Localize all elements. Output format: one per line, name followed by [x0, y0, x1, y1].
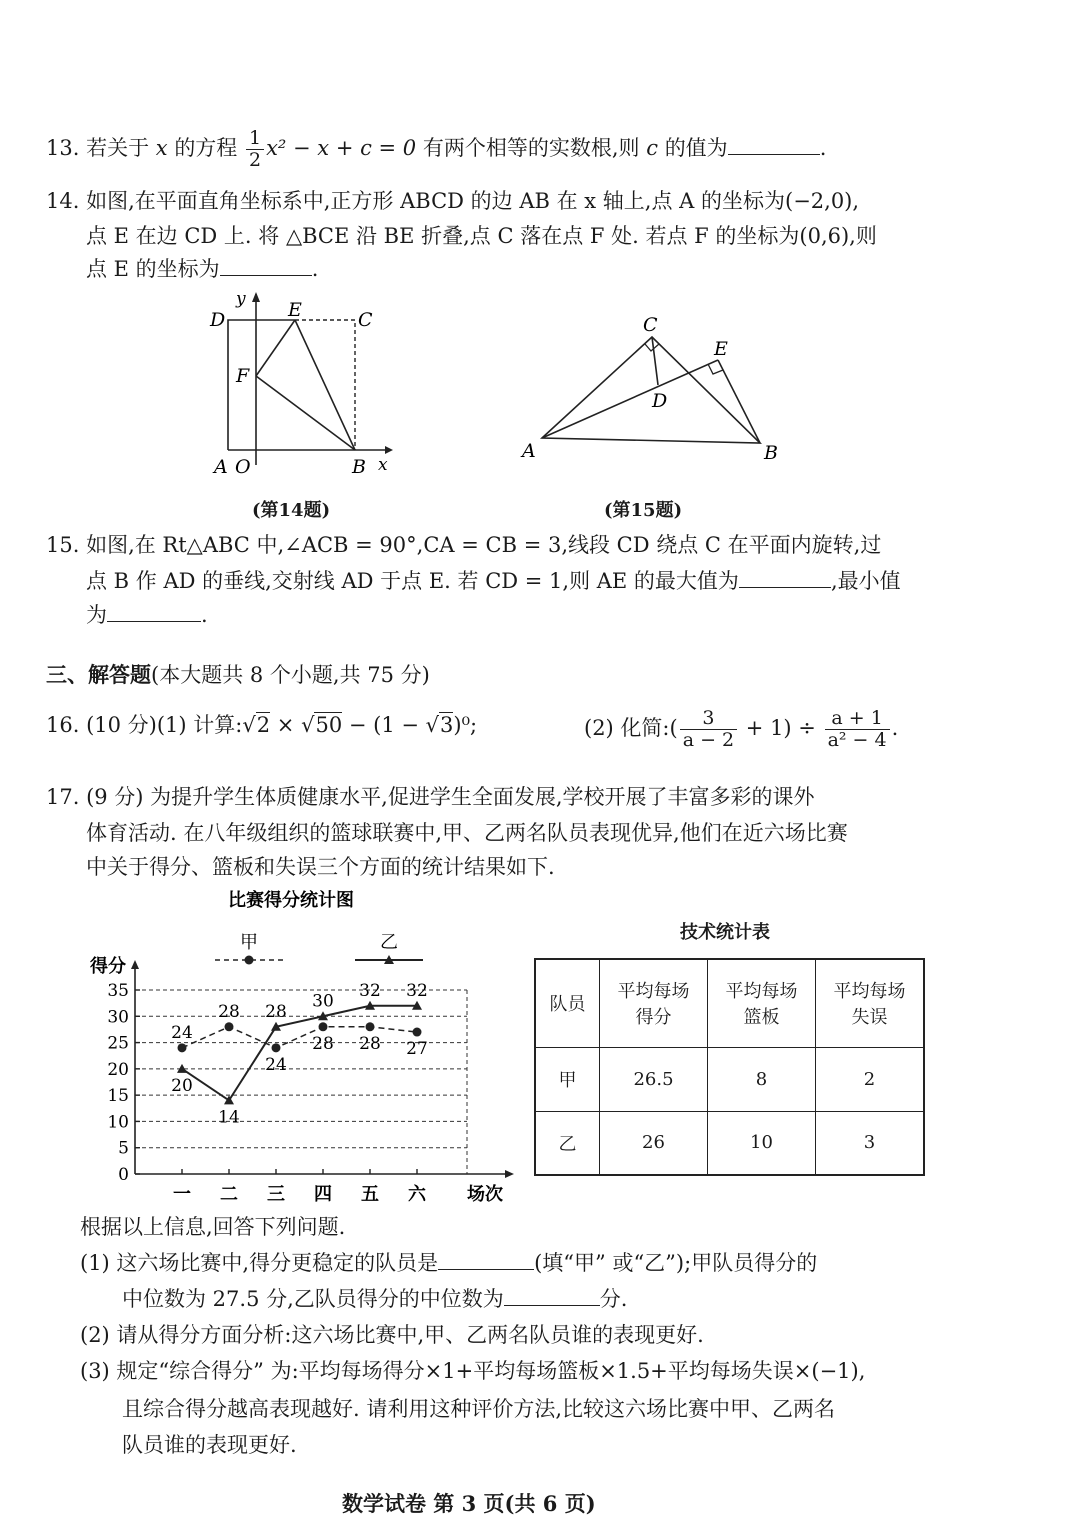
- frac-1-num: 3: [680, 708, 737, 730]
- data-label-jia: 27: [406, 1039, 428, 1060]
- data-label-yi: 32: [406, 980, 428, 1001]
- q16-part-2: [584, 708, 898, 751]
- section-3-title: 三、解答题: [46, 662, 151, 687]
- q17-sub-3-line-1: (3) 规定“综合得分” 为:平均每场得分×1+平均每场篮板×1.5+平均每场失误×(−1),: [80, 1359, 866, 1383]
- x-tick-label: 六: [408, 1184, 426, 1205]
- answer-blank[interactable]: [728, 134, 820, 155]
- data-label-yi: 30: [312, 991, 334, 1012]
- x-axis-label: 场次: [467, 1184, 503, 1205]
- q15-line-1: 15. 如图,在 Rt△ABC 中,∠ACB = 90°,CA = CB = 3,线段 CD 绕点 C 在平面内旋转,过: [46, 533, 882, 557]
- table-cell: 26: [600, 1111, 708, 1175]
- ray-ae: [542, 360, 718, 438]
- legend-yi-label: 乙: [380, 932, 398, 953]
- figure-14-caption: (第14题): [252, 500, 331, 521]
- label-y-axis: y: [236, 289, 246, 309]
- table-cell: 10: [708, 1111, 816, 1175]
- q13-text-b: 的方程: [174, 136, 238, 160]
- tech-stats-table: [534, 958, 925, 1176]
- x-tick-label: 五: [361, 1184, 379, 1205]
- segment-fb: [256, 376, 355, 450]
- table-cell: 2: [816, 1047, 925, 1111]
- q17-sub-3-line-3: 队员谁的表现更好.: [122, 1433, 297, 1457]
- x-tick-label: 二: [220, 1184, 238, 1205]
- y-tick-label: 10: [107, 1112, 129, 1133]
- q17-s1-d: 分.: [599, 1287, 628, 1311]
- q15-line-2-text: 点 B 作 AD 的垂线,交射线 AD 于点 E. 若 CD = 1,则 AE 的最大值为: [86, 569, 739, 593]
- x-tick-label: 四: [314, 1184, 332, 1205]
- section-3-sub: (本大题共 8 个小题,共 75 分): [151, 663, 430, 687]
- data-label-jia: 28: [312, 1033, 334, 1054]
- answer-blank[interactable]: [438, 1249, 534, 1270]
- y-tick-label: 5: [118, 1138, 129, 1159]
- section-3-header: [46, 660, 430, 690]
- q16-fraction-1: [680, 708, 737, 751]
- q17-s1-b: (填“甲” 或“乙”);甲队员得分的: [534, 1251, 818, 1275]
- series-line-jia: [182, 1027, 417, 1048]
- q13-var-c: c: [646, 136, 658, 160]
- legend-jia-marker: [245, 956, 254, 965]
- question-13: [46, 128, 826, 171]
- label-b: B: [764, 442, 778, 464]
- header-rebound-l2: 篮板: [743, 1007, 780, 1029]
- frac-2-den: a² − 4: [827, 729, 887, 751]
- header-score-l1: 平均每场: [617, 981, 690, 1003]
- frac-2-num: a + 1: [825, 708, 890, 730]
- data-label-jia: 28: [218, 1001, 240, 1022]
- header-rebound: [708, 959, 816, 1047]
- table-cell: 3: [816, 1111, 925, 1175]
- table-cell: 8: [708, 1047, 816, 1111]
- q16-part-1-tail: )⁰;: [453, 713, 478, 737]
- q17-sub-1-line-2: [122, 1284, 627, 1314]
- chart-ticks: [90, 955, 503, 1205]
- q14-line-2: 点 E 在边 CD 上. 将 △BCE 沿 BE 折叠,点 C 落在点 F 处. 若点 F 的坐标为(0,6),则: [86, 224, 877, 248]
- data-label-jia: 24: [171, 1022, 193, 1043]
- chart-legend: [215, 932, 423, 965]
- q15-period: .: [201, 603, 208, 627]
- times-sign: ×: [270, 713, 302, 737]
- figure-15: [510, 305, 800, 475]
- score-line-chart: [80, 882, 520, 1212]
- q13-period: .: [819, 136, 827, 160]
- q13-frac-den: 2: [249, 149, 262, 171]
- q14-line-1: 14. 如图,在平面直角坐标系中,正方形 ABCD 的边 AB 在 x 轴上,点 A 的坐标为(−2,0),: [46, 189, 860, 213]
- q16-part-2-label: (2) 化简:(: [584, 716, 678, 740]
- q15-line-3-text: 为: [86, 603, 107, 627]
- y-tick-label: 25: [107, 1033, 129, 1054]
- answer-blank[interactable]: [739, 567, 831, 588]
- label-e: E: [288, 299, 302, 321]
- q17-line-2: 体育活动. 在八年级组织的篮球联赛中,甲、乙两名队员表现优异,他们在近六场比赛: [86, 821, 848, 845]
- y-tick-label: 35: [107, 981, 129, 1001]
- data-point-circle: [225, 1022, 234, 1031]
- q13-fraction: [246, 128, 264, 171]
- q16-part-1: 16. (10 分)(1) 计算:√2 × √50 − (1 − √3)⁰;: [46, 713, 478, 737]
- data-point-circle: [413, 1028, 422, 1037]
- data-label-yi: 32: [359, 980, 381, 1001]
- answer-blank[interactable]: [504, 1285, 600, 1306]
- segment-fe: [256, 320, 295, 376]
- data-label-yi: 14: [218, 1107, 240, 1128]
- y-axis-arrow: [252, 292, 260, 302]
- table-cell: 26.5: [600, 1047, 708, 1111]
- label-o: O: [235, 456, 251, 478]
- data-point-circle: [272, 1043, 281, 1052]
- header-score: [600, 959, 708, 1047]
- x-axis-arrow: [505, 1170, 514, 1178]
- q15-line-2-tail: ,最小值: [830, 569, 901, 593]
- header-turnover: [816, 959, 925, 1047]
- table-cell: 乙: [535, 1111, 600, 1175]
- chart-title: 比赛得分统计图: [228, 890, 354, 911]
- header-turnover-l2: 失误: [851, 1007, 888, 1029]
- segment-eb: [295, 320, 355, 450]
- tech-table-title: 技术统计表: [680, 922, 770, 943]
- header-player-text: 队员: [549, 994, 586, 1016]
- sqrt-3: 3: [440, 713, 454, 737]
- x-tick-label: 三: [267, 1184, 285, 1205]
- label-c: C: [643, 314, 658, 336]
- segment-be: [718, 360, 760, 443]
- label-e: E: [714, 338, 728, 360]
- header-player: [535, 959, 600, 1047]
- right-angle-c: [645, 344, 659, 351]
- q16-period: .: [891, 716, 899, 740]
- q17-sub-1-line-1: [80, 1248, 817, 1278]
- segment-cd: [652, 337, 658, 385]
- answer-blank[interactable]: [220, 255, 312, 276]
- label-b: B: [352, 456, 366, 478]
- figure-14: [200, 280, 410, 480]
- q13-text-c: 有两个相等的实数根,则: [422, 136, 640, 160]
- q13-equation: x² − x + c = 0: [266, 136, 417, 160]
- legend-jia-label: 甲: [240, 932, 258, 953]
- q15-line-3: [86, 600, 208, 630]
- header-rebound-l1: 平均每场: [725, 981, 798, 1003]
- y-tick-label: 15: [107, 1086, 129, 1107]
- y-tick-label: 0: [118, 1165, 129, 1185]
- label-d: D: [652, 390, 668, 412]
- frac-1-den: a − 2: [682, 729, 735, 751]
- q13-text-d: 的值为: [664, 136, 728, 160]
- q13-var-x: x: [155, 136, 168, 160]
- label-a: A: [522, 440, 536, 462]
- sqrt-2: 2: [256, 713, 271, 737]
- label-a: A: [214, 456, 228, 478]
- header-turnover-l1: 平均每场: [833, 981, 906, 1003]
- q13-frac-num: 1: [246, 128, 264, 150]
- data-label-jia: 24: [265, 1054, 287, 1075]
- q15-line-2: [86, 566, 901, 596]
- q17-s1-c: 中位数为 27.5 分,乙队员得分的中位数为: [122, 1287, 504, 1311]
- q17-after-chart: 根据以上信息,回答下列问题.: [80, 1215, 346, 1239]
- figure-15-caption: (第15题): [604, 500, 683, 521]
- x-axis-arrow: [385, 446, 393, 454]
- data-point-circle: [178, 1043, 187, 1052]
- q13-text-a: 若关于: [86, 136, 150, 160]
- y-axis-label: 得分: [90, 956, 126, 977]
- q17-s1-a: (1) 这六场比赛中,得分更稳定的队员是: [80, 1251, 439, 1275]
- q16-minus-part: − (1 −: [342, 713, 426, 737]
- y-tick-label: 20: [107, 1059, 129, 1080]
- q17-sub-3-line-2: 且综合得分越高表现越好. 请利用这种评价方法,比较这六场比赛中甲、乙两名: [122, 1397, 836, 1421]
- header-score-l2: 得分: [635, 1007, 672, 1029]
- q13-number: 13.: [46, 136, 80, 160]
- q17-line-3: 中关于得分、篮板和失误三个方面的统计结果如下.: [86, 855, 555, 879]
- q16-plus-div: + 1) ÷: [739, 716, 823, 740]
- answer-blank[interactable]: [107, 601, 201, 622]
- data-label-yi: 20: [171, 1075, 193, 1096]
- table-row: [535, 1047, 924, 1111]
- label-c: C: [358, 309, 373, 331]
- x-tick-label: 一: [173, 1184, 191, 1205]
- y-axis-arrow: [131, 960, 139, 969]
- table-header-row: [535, 959, 924, 1047]
- data-point-circle: [319, 1022, 328, 1031]
- data-label-yi: 28: [265, 1001, 287, 1022]
- page-footer: 数学试卷 第 3 页(共 6 页): [342, 1491, 596, 1516]
- y-tick-label: 30: [107, 1007, 129, 1028]
- chart-series: [171, 981, 428, 1128]
- q17-line-1: 17. (9 分) 为提升学生体质健康水平,促进学生全面发展,学校开展了丰富多彩的课外: [46, 785, 815, 809]
- q17-sub-2: (2) 请从得分方面分析:这六场比赛中,甲、乙两名队员谁的表现更好.: [80, 1323, 704, 1347]
- label-x-axis: x: [378, 455, 388, 475]
- sqrt-50: 50: [315, 713, 343, 737]
- data-point-circle: [366, 1022, 375, 1031]
- q14-line-3-text: 点 E 的坐标为: [86, 257, 220, 281]
- label-f: F: [236, 365, 250, 387]
- q14-period: .: [311, 257, 319, 281]
- q16-part-1-label: 16. (10 分)(1) 计算:: [46, 713, 243, 737]
- label-d: D: [210, 309, 226, 331]
- table-row: [535, 1111, 924, 1175]
- q16-fraction-2: [825, 708, 890, 751]
- data-label-jia: 28: [359, 1033, 381, 1054]
- table-cell: 甲: [535, 1047, 600, 1111]
